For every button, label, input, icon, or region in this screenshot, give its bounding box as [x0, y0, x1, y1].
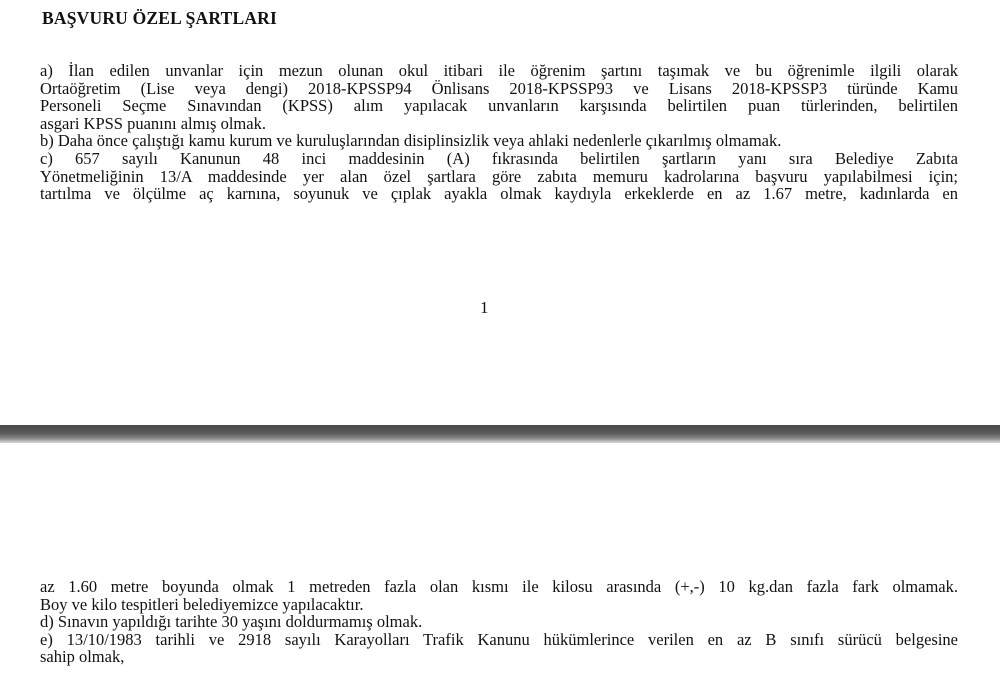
- text-line: az 1.60 metre boyunda olmak 1 metreden fazla olan kısmı ile kilosu arasında (+,-) 10 kg.dan fazla fark olmamak.: [40, 577, 958, 596]
- document-page-2: [0, 443, 1000, 700]
- text-line: Ortaöğretim (Lise veya dengi) 2018-KPSSP94 Önlisans 2018-KPSSP93 ve Lisans 2018-KPSSP3 türünde Kamu: [40, 78, 958, 98]
- requirements-text-page-1: [40, 62, 958, 203]
- text-line: sahip olmak,: [40, 647, 125, 667]
- text-line: d) Sınavın yapıldığı tarihte 30 yaşını doldurmamış olmak.: [40, 612, 423, 632]
- page-number: 1: [480, 298, 489, 317]
- text-line: c) 657 sayılı Kanunun 48 inci maddesinin (A) fıkrasında belirtilen şartların yanı sıra Belediye Zabıta: [40, 148, 958, 168]
- text-line: Personeli Seçme Sınavından (KPSS) alım yapılacak unvanların karşısında belirtilen puan türlerinden, belirtilen: [40, 96, 958, 116]
- text-line: b) Daha önce çalıştığı kamu kurum ve kuruluşlarından disiplinsizlik veya ahlaki nedenlerle çıkarılmış olmamak.: [40, 131, 782, 151]
- text-line: asgari KPSS puanını almış olmak.: [40, 113, 266, 133]
- text-line: Boy ve kilo tespitleri belediyemizce yapılacaktır.: [40, 594, 364, 614]
- text-line: tartılma ve ölçülme aç karnına, soyunuk ve çıplak ayakla olmak kaydıyla erkeklerde en az 1.67 metre, kadınlarda en: [40, 184, 958, 204]
- requirements-text-page-2: [40, 578, 958, 666]
- text-line: Yönetmeliğinin 13/A maddesinde yer alan özel şartlara göre zabıta memuru kadrolarına başvuru yapılabilmesi için;: [40, 166, 958, 186]
- text-line: a) İlan edilen unvanlar için mezun olunan okul itibari ile öğrenim şartını taşımak ve bu öğrenimle ilgili olarak: [40, 61, 958, 80]
- page-separator: [0, 425, 1000, 443]
- section-heading: BAŞVURU ÖZEL ŞARTLARI: [42, 8, 278, 28]
- text-line: e) 13/10/1983 tarihli ve 2918 sayılı Karayolları Trafik Kanunu hükümlerince verilen en az B sınıfı sürücü belgesine: [40, 629, 958, 649]
